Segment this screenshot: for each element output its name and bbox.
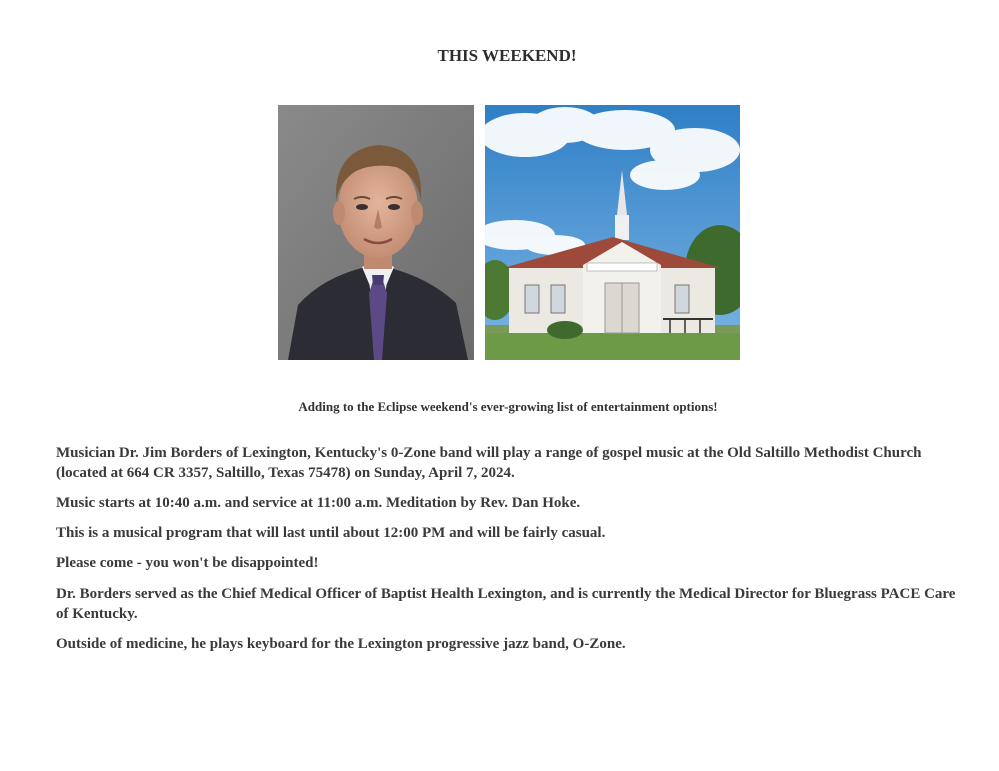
- article-body: [56, 443, 968, 664]
- paragraph-program: This is a musical program that will last until about 12:00 PM and will be fairly casual.: [56, 525, 606, 541]
- paragraph-times: Music starts at 10:40 a.m. and service at 11:00 a.m. Meditation by Rev. Dan Hoke.: [56, 495, 581, 511]
- paragraph-invite: Please come - you won't be disappointed!: [56, 555, 319, 571]
- page-title: THIS WEEKEND!: [437, 46, 577, 65]
- caption: Adding to the Eclipse weekend's ever-growing list of entertainment options!: [298, 399, 718, 414]
- portrait-photo: [278, 105, 474, 360]
- paragraph-event: Musician Dr. Jim Borders of Lexington, Kentucky's 0-Zone band will play a range of gospel music at the Old Saltillo Methodist Church (located at 664 CR 3357, Saltillo, Texas 75478) on Sunday, April 7, 2024.: [56, 445, 922, 481]
- church-photo: [485, 105, 740, 360]
- paragraph-hobby: Outside of medicine, he plays keyboard for the Lexington progressive jazz band, O-Zone.: [56, 636, 626, 652]
- paragraph-bio: Dr. Borders served as the Chief Medical Officer of Baptist Health Lexington, and is currently the Medical Director for Bluegrass PACE Care of Kentucky.: [56, 586, 956, 622]
